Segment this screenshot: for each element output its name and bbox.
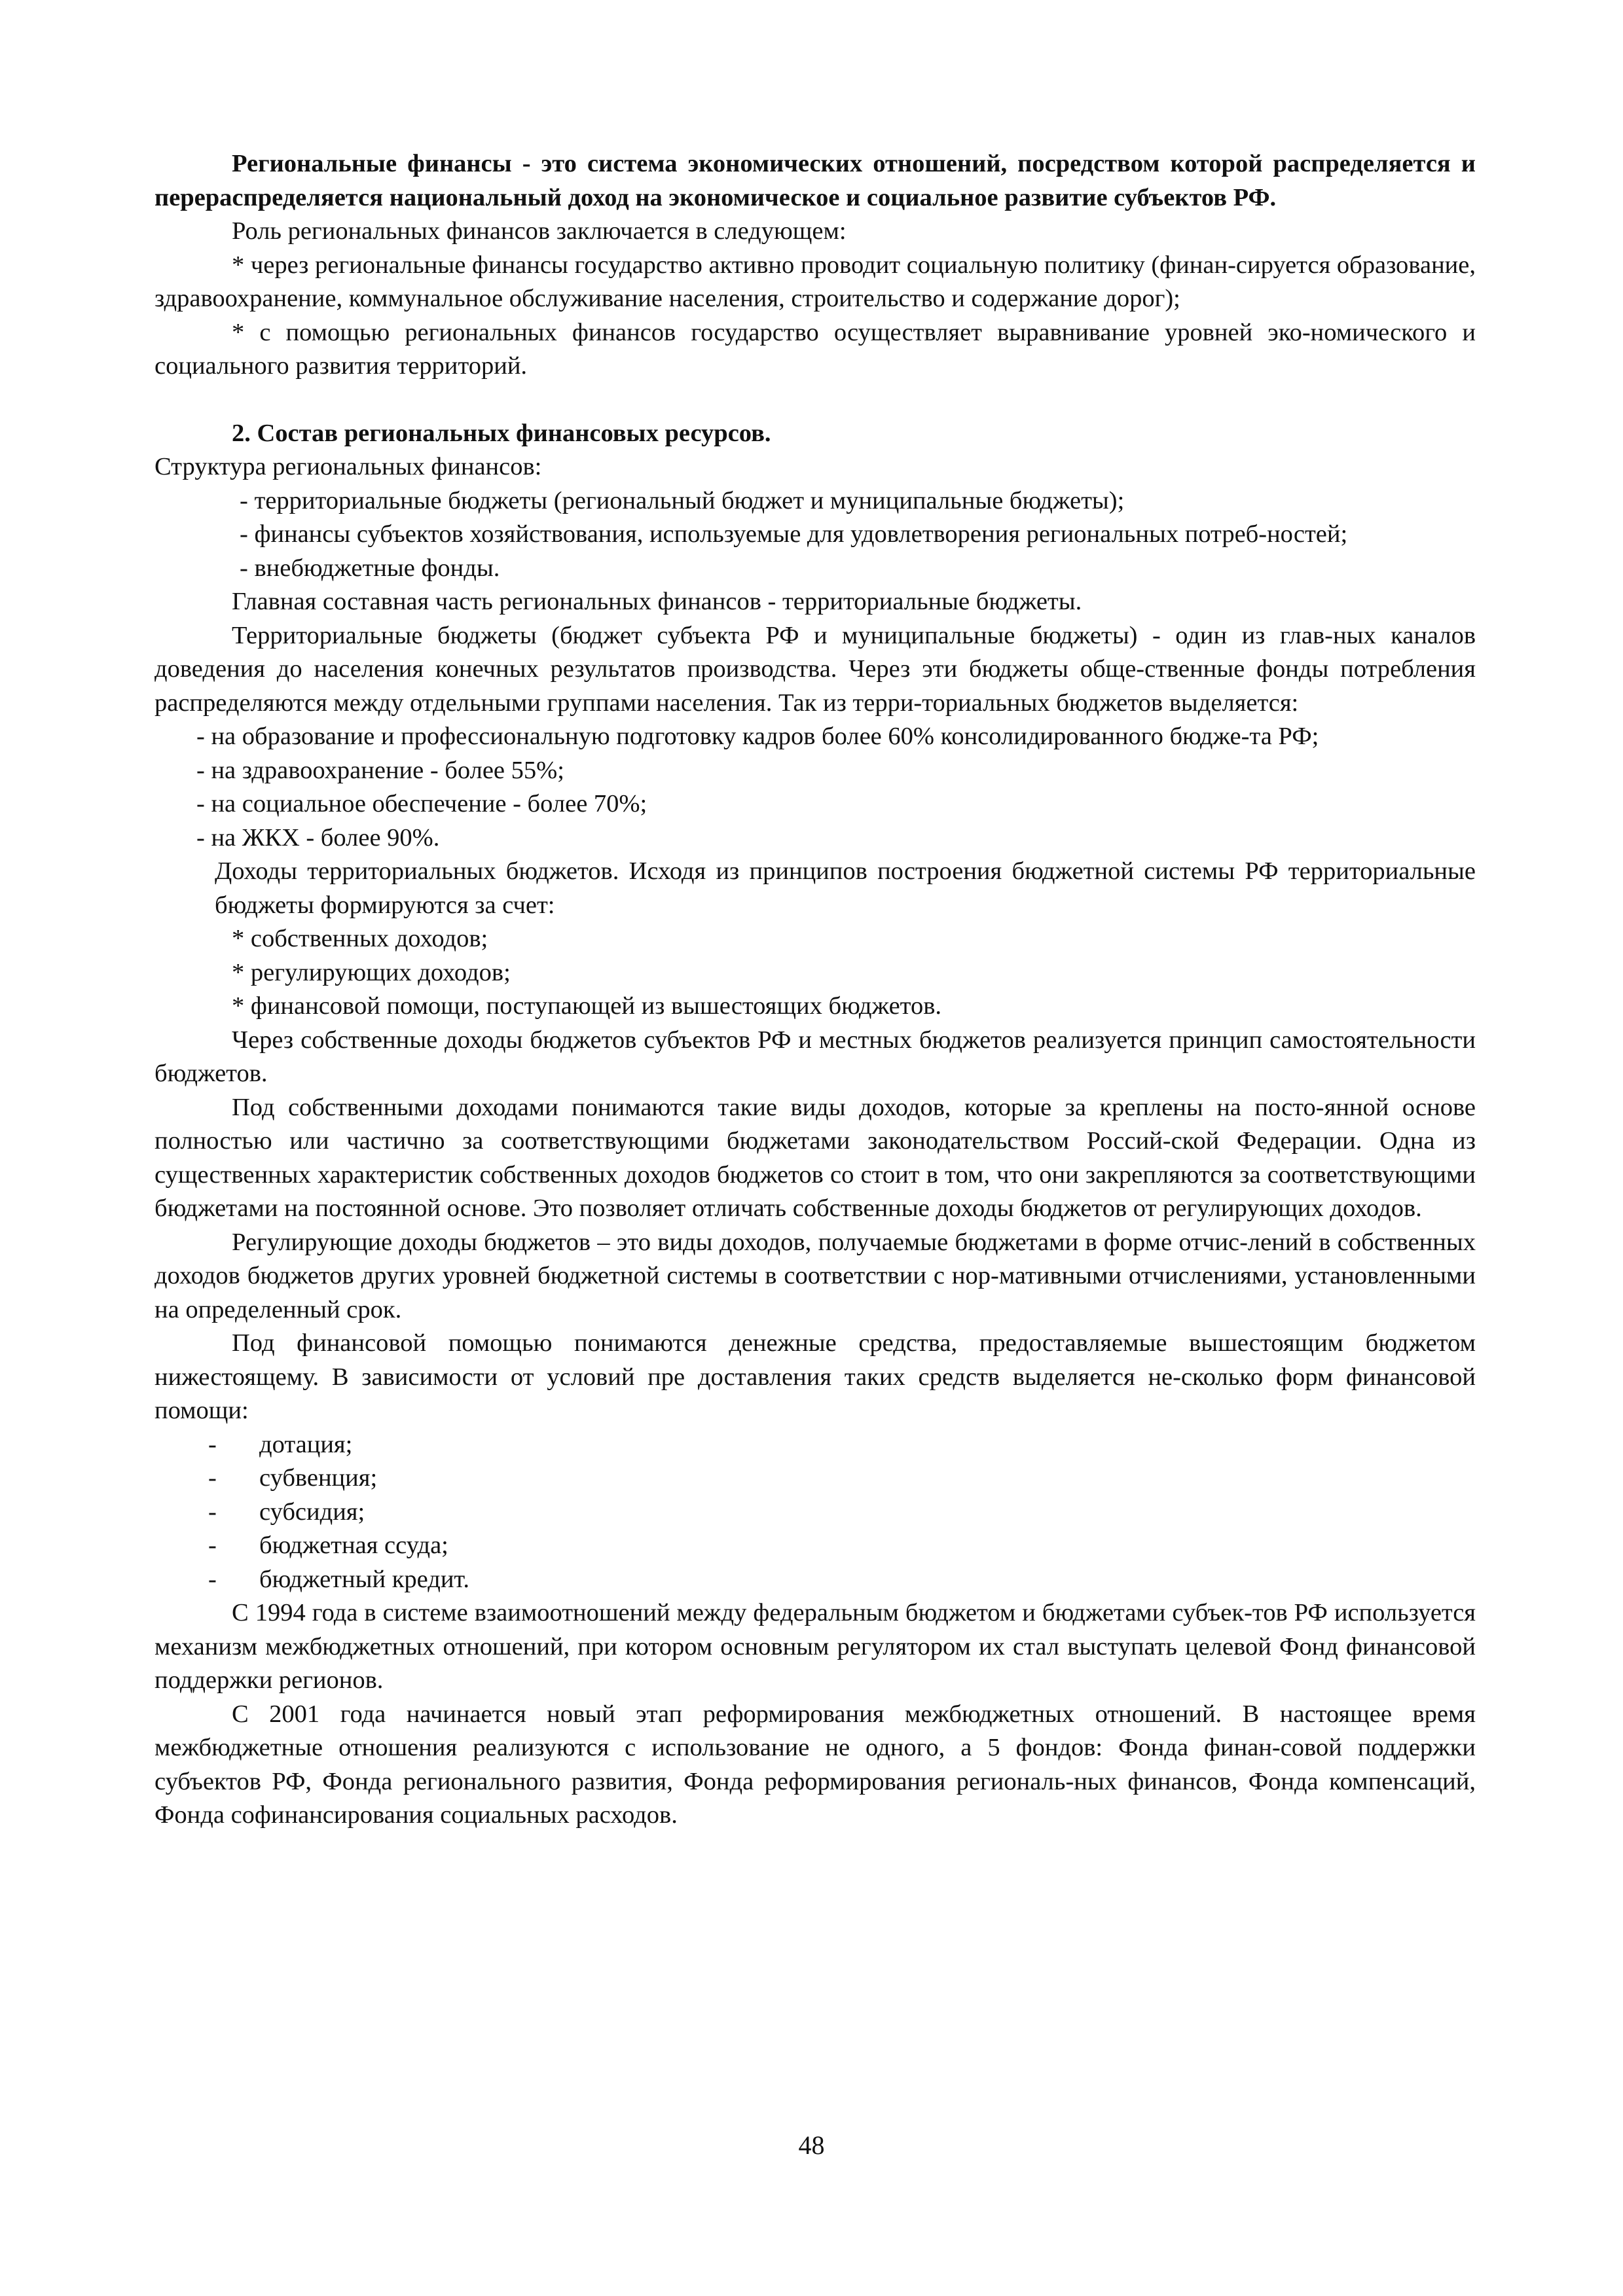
role-item-2: * с помощью региональных финансов государство осуществляет выравнивание уровней эко-номического и социального развития территорий. [155,318,1476,380]
regulating-revenue-definition: Регулирующие доходы бюджетов – это виды доходов, получаемые бюджетами в форме отчис-лений в собственных доходов бюджетов других уровней бюджетной системы в соответствии с нор-мативными отчислениями, установленными на определенный срок. [155,1228,1476,1323]
page-number: 48 [798,2130,825,2160]
list-item: - внебюджетные фонды. [240,554,500,582]
role-item-1: * через региональные финансы государство активно проводит социальную политику (финан-сируется образование, здравоохранение, коммунальное обслуживание населения, строительство и содержание дорог); [155,251,1476,312]
revenues-intro: Доходы территориальных бюджетов. Исходя из принципов построения бюджетной системы РФ территориальные бюджеты формируются за счет: [215,857,1476,919]
main-part-paragraph: Главная составная часть региональных финансов - территориальные бюджеты. [232,588,1082,615]
definition-paragraph: Региональные финансы - это система экономических отношений, посредством которой распределяется и перераспределяется национальный доход на экономическое и социальное развитие субъектов РФ. [155,150,1476,211]
shares-list [155,720,1476,855]
list-item: - финансы субъектов хозяйствования, используемые для удовлетворения региональных потреб-ностей; [240,520,1348,548]
list-item: - бюджетный кредит. [208,1565,469,1593]
aid-forms-list [155,1428,1476,1597]
document-page [155,147,1476,1833]
list-item: - субвенция; [208,1464,378,1492]
structure-list [155,484,1476,586]
list-item: - на здравоохранение - более 55%; [196,756,564,784]
role-intro: Роль региональных финансов заключается в следующем: [232,217,847,245]
revenue-sources-list [155,922,1476,1024]
list-item: * собственных доходов; [232,925,488,952]
list-item: - на образование и профессиональную подготовку кадров более 60% консолидированного бюдже-та РФ; [196,723,1319,750]
list-item: * регулирующих доходов; [232,958,511,986]
list-item: * финансовой помощи, поступающей из вышестоящих бюджетов. [232,992,942,1020]
list-item: - дотация; [208,1430,353,1458]
territorial-budgets-paragraph: Территориальные бюджеты (бюджет субъекта РФ и муниципальные бюджеты) - один из глав-ных каналов доведения до населения конечных результатов производства. Через эти бюджеты обще-ственные фонды потребления распределяются между отдельными группами населения. Так из терри-ториальных бюджетов выделяется: [155,621,1476,717]
financial-aid-definition: Под финансовой помощью понимаются денежные средства, предоставляемые вышестоящим бюджетом нижестоящему. В зависимости от условий пре доставления таких средств выделяется не-сколько форм финансовой помощи: [155,1329,1476,1424]
list-item: - на ЖКХ - более 90%. [196,823,440,852]
section-heading: 2. Состав региональных финансовых ресурсов. [232,419,771,447]
structure-intro: Структура региональных финансов: [155,453,542,480]
list-item: - бюджетная ссуда; [208,1532,448,1559]
history-1994-paragraph: С 1994 года в системе взаимоотношений между федеральным бюджетом и бюджетами субъек-тов РФ используется механизм межбюджетных отношений, при котором основным регулятором их стал выступать целевой Фонд финансовой поддержки регионов. [155,1599,1476,1694]
own-revenue-definition: Под собственными доходами понимаются такие виды доходов, которые за креплены на посто-янной основе полностью или частично за соответствующими бюджетами законодательством Россий-ской Федерации. Одна из существенных характеристик собственных доходов бюджетов со стоит в том, что они закрепляются за соответствующими бюджетами на постоянной основе. Это позволяет отличать собственные доходы бюджетов от регулирующих доходов. [155,1093,1476,1222]
list-item: - субсидия; [208,1498,365,1526]
list-item: - на социальное обеспечение - более 70%; [196,790,647,817]
own-revenue-principle: Через собственные доходы бюджетов субъектов РФ и местных бюджетов реализуется принцип самостоятельности бюджетов. [155,1026,1476,1087]
list-item: - территориальные бюджеты (региональный бюджет и муниципальные бюджеты); [240,486,1125,514]
history-2001-paragraph: С 2001 года начинается новый этап реформирования межбюджетных отношений. В настоящее время межбюджетные отношения реализуются с использование не одного, а 5 фондов: Фонда финан-совой поддержки субъектов РФ, Фонда регионального развития, Фонда реформирования региональ-ных финансов, Фонда компенсаций, Фонда софинансирования социальных расходов. [155,1700,1476,1829]
